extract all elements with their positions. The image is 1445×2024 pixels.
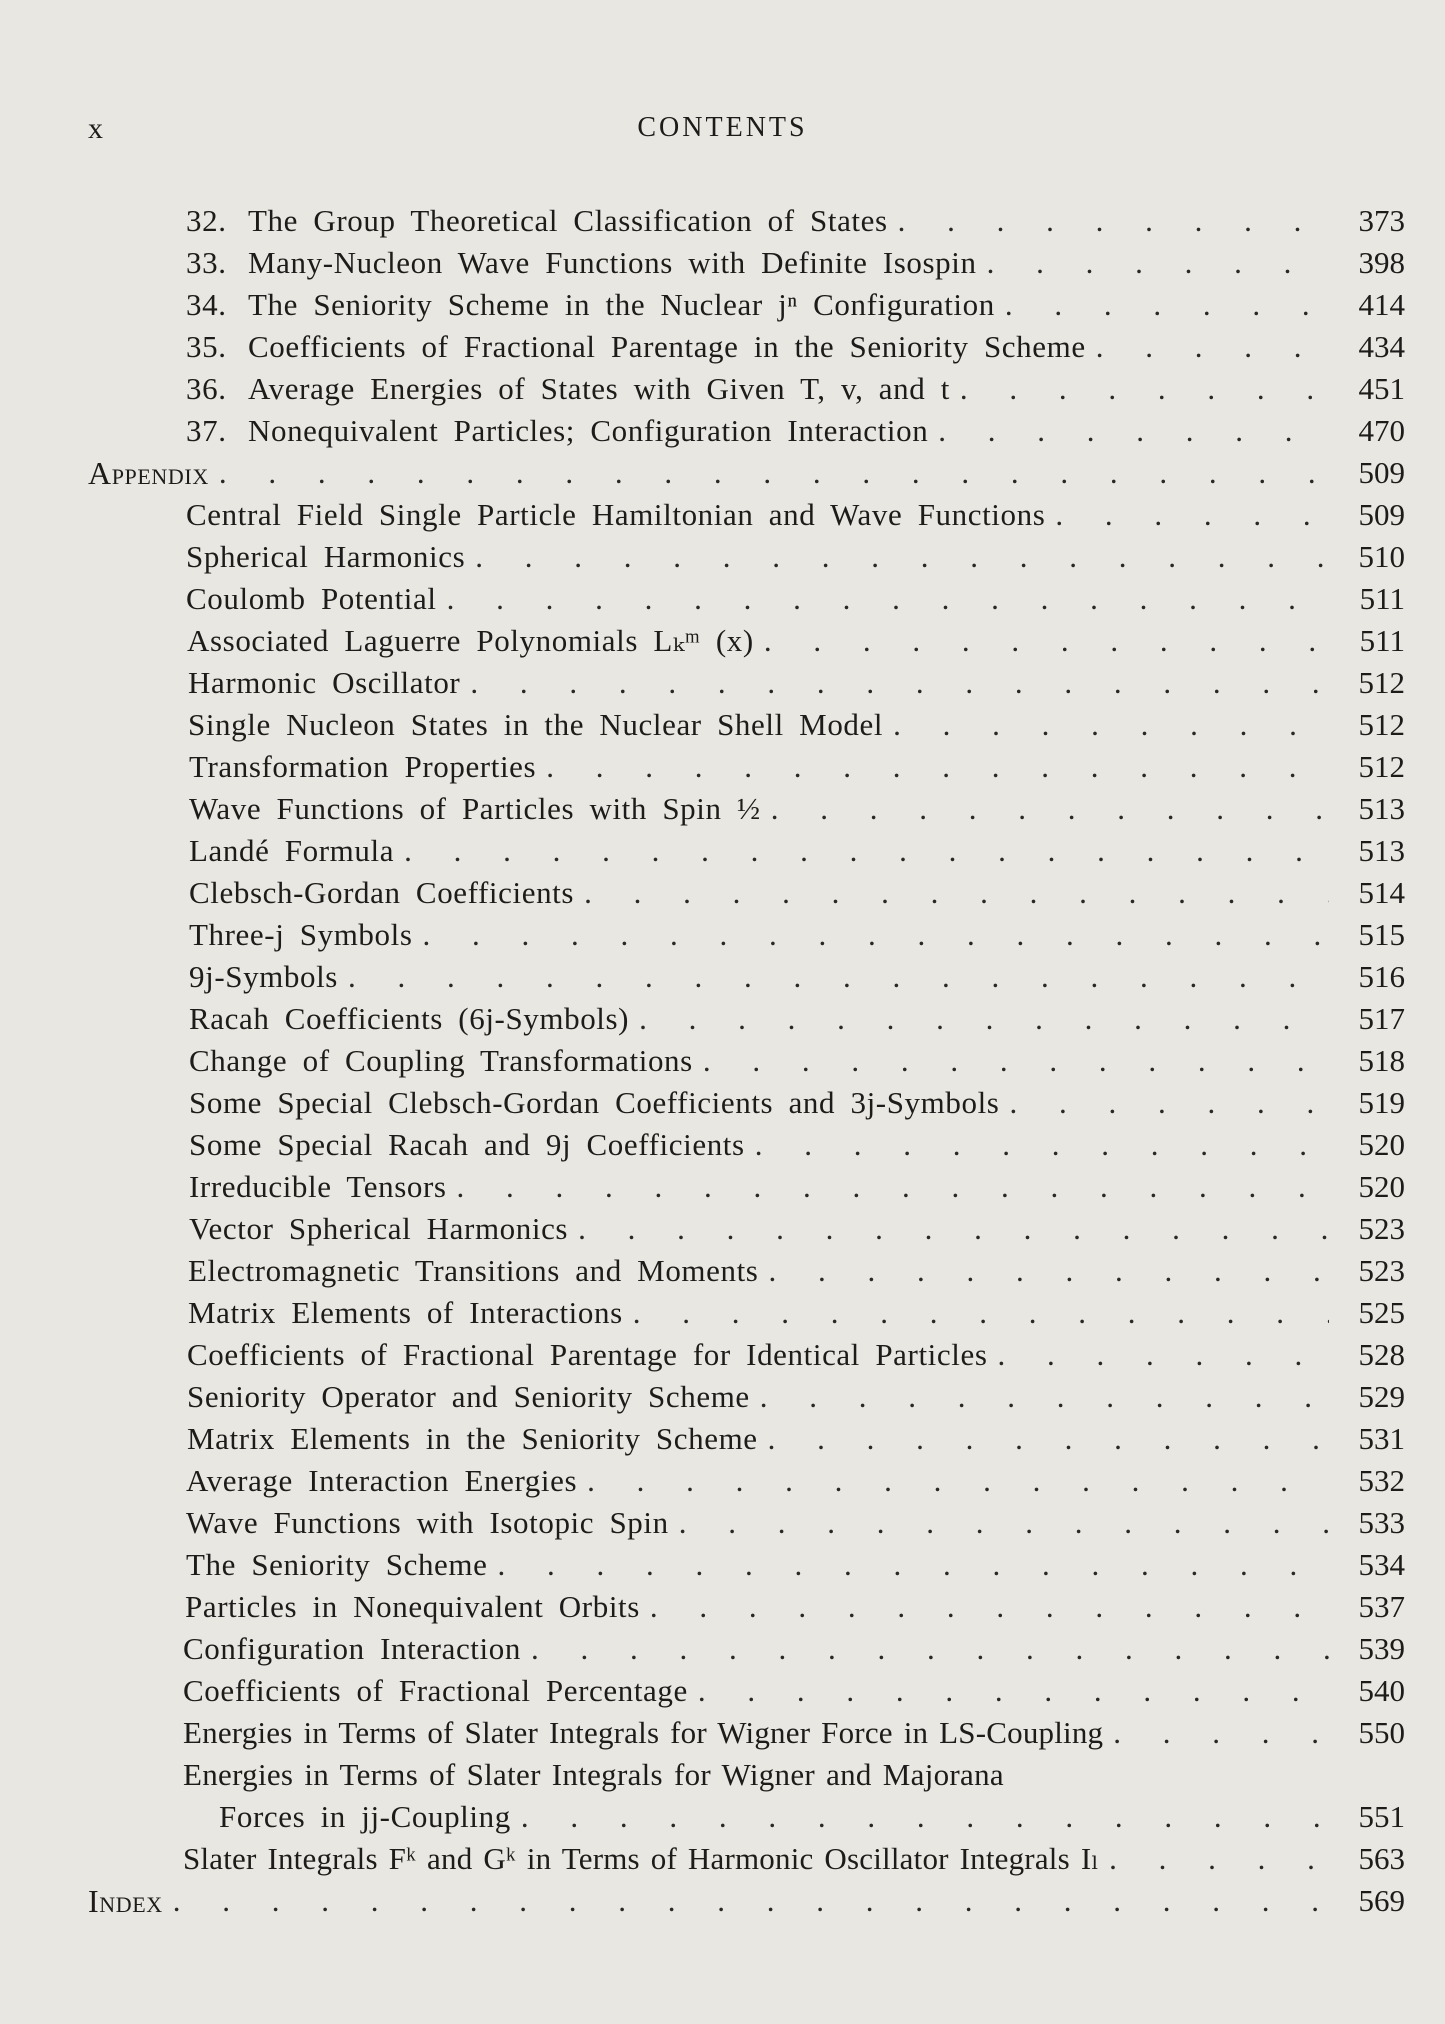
appendix-heading: Appendix: [88, 455, 209, 491]
entry-page: 525: [1358, 1295, 1405, 1330]
entry-title: Coefficients of Fractional Parentage for Identical Particles: [187, 1337, 988, 1372]
entry-title: Vector Spherical Harmonics: [189, 1211, 569, 1246]
dot-leader: [1096, 326, 1329, 368]
toc-entry-appendix-item[interactable]: [0, 1586, 1445, 1628]
chapter-number: 35.: [186, 329, 227, 364]
entry-title: Associated Laguerre Polynomials Lₖᵐ (x): [187, 623, 754, 658]
chapter-number: 34.: [186, 287, 227, 322]
index-heading: Index: [88, 1883, 163, 1919]
entry-title: Wave Functions with Isotopic Spin: [186, 1505, 669, 1540]
entry-page: 540: [1358, 1673, 1405, 1708]
entry-page: 513: [1358, 791, 1405, 826]
dot-leader: [1109, 1838, 1329, 1880]
dot-leader: [423, 914, 1330, 956]
dot-leader: [1113, 1712, 1329, 1754]
dot-leader: [348, 956, 1329, 998]
toc-entry-appendix-item[interactable]: [0, 998, 1445, 1040]
dot-leader: [633, 1292, 1329, 1334]
toc-entry-appendix-item[interactable]: [0, 1460, 1445, 1502]
entry-title: Wave Functions of Particles with Spin ½: [189, 791, 761, 826]
entry-page: 520: [1358, 1127, 1405, 1162]
dot-leader: [998, 1334, 1330, 1376]
chapter-number: 32.: [186, 203, 227, 238]
entry-page: 523: [1358, 1211, 1405, 1246]
entry-page: 512: [1358, 707, 1405, 742]
toc-entry-appendix-item[interactable]: [0, 872, 1445, 914]
toc-entry-appendix-item[interactable]: [0, 788, 1445, 830]
toc-entry-appendix-item[interactable]: [0, 1712, 1445, 1754]
entry-page: 532: [1358, 1463, 1405, 1498]
toc-entry-appendix-item[interactable]: [0, 1418, 1445, 1460]
entry-page: 537: [1358, 1589, 1405, 1624]
chapter-number: 33.: [186, 245, 227, 280]
entry-title: Transformation Properties: [189, 749, 537, 784]
dot-leader: [173, 1880, 1329, 1922]
entry-title: Central Field Single Particle Hamiltonian and Wave Functions: [186, 497, 1046, 532]
dot-leader: [546, 746, 1329, 788]
toc-entry-appendix-item[interactable]: [0, 1082, 1445, 1124]
entry-page: 512: [1358, 665, 1405, 700]
entry-title: Some Special Racah and 9j Coefficients: [189, 1127, 745, 1162]
dot-leader: [457, 1166, 1329, 1208]
entry-title: Energies in Terms of Slater Integrals for Wigner Force in LS-Coupling: [183, 1715, 1104, 1750]
toc-entry-chapter[interactable]: [0, 284, 1445, 326]
entry-title: The Seniority Scheme: [186, 1547, 488, 1582]
toc-entry-appendix-item[interactable]: [0, 746, 1445, 788]
dot-leader: [475, 536, 1329, 578]
entry-title: Three-j Symbols: [189, 917, 413, 952]
entry-page: 414: [1358, 287, 1405, 322]
entry-page: 529: [1358, 1379, 1405, 1414]
toc-entry-chapter[interactable]: [0, 200, 1445, 242]
entry-page: 509: [1358, 455, 1405, 490]
toc-entry-appendix-item[interactable]: [0, 1334, 1445, 1376]
entry-page: 539: [1358, 1631, 1405, 1666]
toc-entry-appendix-item[interactable]: [0, 956, 1445, 998]
dot-leader: [1005, 284, 1329, 326]
entry-page: 534: [1358, 1547, 1405, 1582]
chapter-number: 36.: [186, 371, 227, 406]
dot-leader: [1055, 494, 1329, 536]
dot-leader: [587, 1460, 1329, 1502]
toc-entry-appendix-item[interactable]: [0, 1838, 1445, 1880]
toc-entry-appendix-item[interactable]: [0, 1292, 1445, 1334]
entry-page: 511: [1359, 623, 1405, 658]
entry-page: 513: [1358, 833, 1405, 868]
toc-entry-appendix-item[interactable]: [0, 620, 1445, 662]
chapter-number: 37.: [186, 413, 227, 448]
toc-entry-appendix-item[interactable]: [0, 662, 1445, 704]
running-title: CONTENTS: [637, 112, 808, 143]
entry-title: Clebsch-Gordan Coefficients: [189, 875, 575, 910]
dot-leader: [1009, 1082, 1329, 1124]
dot-leader: [755, 1124, 1329, 1166]
entry-title: Average Energies of States with Given T, v, and t: [248, 371, 950, 406]
dot-leader: [703, 1040, 1329, 1082]
entry-page: 516: [1358, 959, 1405, 994]
entry-page: 512: [1358, 749, 1405, 784]
dot-leader: [679, 1502, 1329, 1544]
toc-entry-appendix-item[interactable]: [0, 536, 1445, 578]
dot-leader: [768, 1250, 1329, 1292]
toc-entry-appendix-item[interactable]: [0, 578, 1445, 620]
entry-title: 9j-Symbols: [189, 959, 338, 994]
toc-entry-appendix-item[interactable]: [0, 1628, 1445, 1670]
entry-title: Coefficients of Fractional Parentage in the Seniority Scheme: [248, 329, 1086, 364]
dot-leader: [987, 242, 1329, 284]
dot-leader: [893, 704, 1329, 746]
entry-title: Matrix Elements of Interactions: [188, 1295, 623, 1330]
entry-title: Energies in Terms of Slater Integrals for Wigner and Majorana: [183, 1757, 1004, 1792]
entry-page: 470: [1358, 413, 1405, 448]
entry-page: 434: [1358, 329, 1405, 364]
entry-title: Spherical Harmonics: [186, 539, 466, 574]
entry-title: Racah Coefficients (6j-Symbols): [189, 1001, 630, 1036]
entry-page: 551: [1358, 1799, 1405, 1834]
entry-title: Matrix Elements in the Seniority Scheme: [187, 1421, 758, 1456]
toc-entry-appendix-item[interactable]: [0, 1040, 1445, 1082]
entry-page: 509: [1358, 497, 1405, 532]
entry-page: 519: [1358, 1085, 1405, 1120]
entry-title: The Group Theoretical Classification of States: [248, 203, 888, 238]
dot-leader: [764, 620, 1329, 662]
entry-title: Seniority Operator and Seniority Scheme: [187, 1379, 750, 1414]
toc-entry-chapter[interactable]: [0, 410, 1445, 452]
entry-title: Landé Formula: [189, 833, 395, 868]
entry-title: Slater Integrals Fᵏ and Gᵏ in Terms of Harmonic Oscillator Integrals Iₗ: [183, 1841, 1100, 1876]
dot-leader: [768, 1418, 1329, 1460]
dot-leader: [447, 578, 1329, 620]
page-header: [0, 112, 1445, 156]
dot-leader: [639, 998, 1329, 1040]
dot-leader: [760, 1376, 1329, 1418]
entry-title: Change of Coupling Transformations: [189, 1043, 693, 1078]
toc-entry-appendix-item[interactable]: [0, 704, 1445, 746]
entry-title: Irreducible Tensors: [189, 1169, 447, 1204]
entry-title: Coulomb Potential: [186, 581, 437, 616]
toc-entry-wrapped-line2[interactable]: [0, 1796, 1445, 1838]
dot-leader: [771, 788, 1329, 830]
dot-leader: [531, 1628, 1329, 1670]
toc-entry-appendix-item[interactable]: [0, 1670, 1445, 1712]
toc-entry-appendix-item[interactable]: [0, 494, 1445, 536]
toc-entry-appendix-item[interactable]: [0, 1544, 1445, 1586]
dot-leader: [938, 410, 1329, 452]
toc-entry-chapter[interactable]: [0, 368, 1445, 410]
toc-entry-appendix-item[interactable]: [0, 914, 1445, 956]
toc-entry-appendix-item[interactable]: [0, 1166, 1445, 1208]
entry-title: Electromagnetic Transitions and Moments: [188, 1253, 759, 1288]
entry-title: Nonequivalent Particles; Configuration Interaction: [248, 413, 929, 448]
entry-page: 523: [1358, 1253, 1405, 1288]
toc-entry-chapter[interactable]: [0, 242, 1445, 284]
entry-title: Some Special Clebsch-Gordan Coefficients and 3j-Symbols: [189, 1085, 1000, 1120]
page-number: x: [88, 112, 104, 145]
entry-page: 517: [1358, 1001, 1405, 1036]
dot-leader: [898, 200, 1329, 242]
entry-page: 515: [1358, 917, 1405, 952]
entry-page: 520: [1358, 1169, 1405, 1204]
entry-title: The Seniority Scheme in the Nuclear jⁿ Configuration: [248, 287, 995, 322]
entry-title: Many-Nucleon Wave Functions with Definite Isospin: [248, 245, 977, 280]
toc-entry-appendix-item[interactable]: [0, 1376, 1445, 1418]
toc-entry-index[interactable]: [0, 1880, 1445, 1922]
toc-entry-appendix-item[interactable]: [0, 1250, 1445, 1292]
toc-entry-wrapped-line1[interactable]: [0, 1754, 1445, 1796]
toc-entry-appendix-item[interactable]: [0, 830, 1445, 872]
entry-title: Coefficients of Fractional Percentage: [183, 1673, 688, 1708]
toc-entry-appendix-item[interactable]: [0, 1208, 1445, 1250]
dot-leader: [470, 662, 1329, 704]
entry-page: 563: [1358, 1841, 1405, 1876]
toc-entry-appendix-item[interactable]: [0, 1502, 1445, 1544]
dot-leader: [650, 1586, 1329, 1628]
entry-page: 451: [1358, 371, 1405, 406]
entry-title: Single Nucleon States in the Nuclear Shell Model: [188, 707, 884, 742]
entry-page: 398: [1358, 245, 1405, 280]
toc-entry-appendix[interactable]: [0, 452, 1445, 494]
dot-leader: [498, 1544, 1330, 1586]
entry-page: 569: [1358, 1883, 1405, 1918]
entry-page: 550: [1358, 1715, 1405, 1750]
entry-page: 531: [1358, 1421, 1405, 1456]
toc-entry-chapter[interactable]: [0, 326, 1445, 368]
entry-title: Harmonic Oscillator: [188, 665, 461, 700]
dot-leader: [584, 872, 1329, 914]
entry-title: Particles in Nonequivalent Orbits: [185, 1589, 640, 1624]
dot-leader: [521, 1796, 1329, 1838]
dot-leader: [404, 830, 1329, 872]
toc-entry-appendix-item[interactable]: [0, 1124, 1445, 1166]
entry-page: 510: [1358, 539, 1405, 574]
entry-page: 511: [1359, 581, 1405, 616]
dot-leader: [578, 1208, 1329, 1250]
entry-title: Average Interaction Energies: [186, 1463, 578, 1498]
dot-leader: [960, 368, 1329, 410]
entry-page: 518: [1358, 1043, 1405, 1078]
entry-page: 373: [1358, 203, 1405, 238]
dot-leader: [698, 1670, 1329, 1712]
entry-page: 514: [1358, 875, 1405, 910]
entry-title-continued: Forces in jj-Coupling: [219, 1799, 511, 1834]
dot-leader: [219, 452, 1329, 494]
entry-title: Configuration Interaction: [183, 1631, 521, 1666]
entry-page: 528: [1358, 1337, 1405, 1372]
entry-page: 533: [1358, 1505, 1405, 1540]
